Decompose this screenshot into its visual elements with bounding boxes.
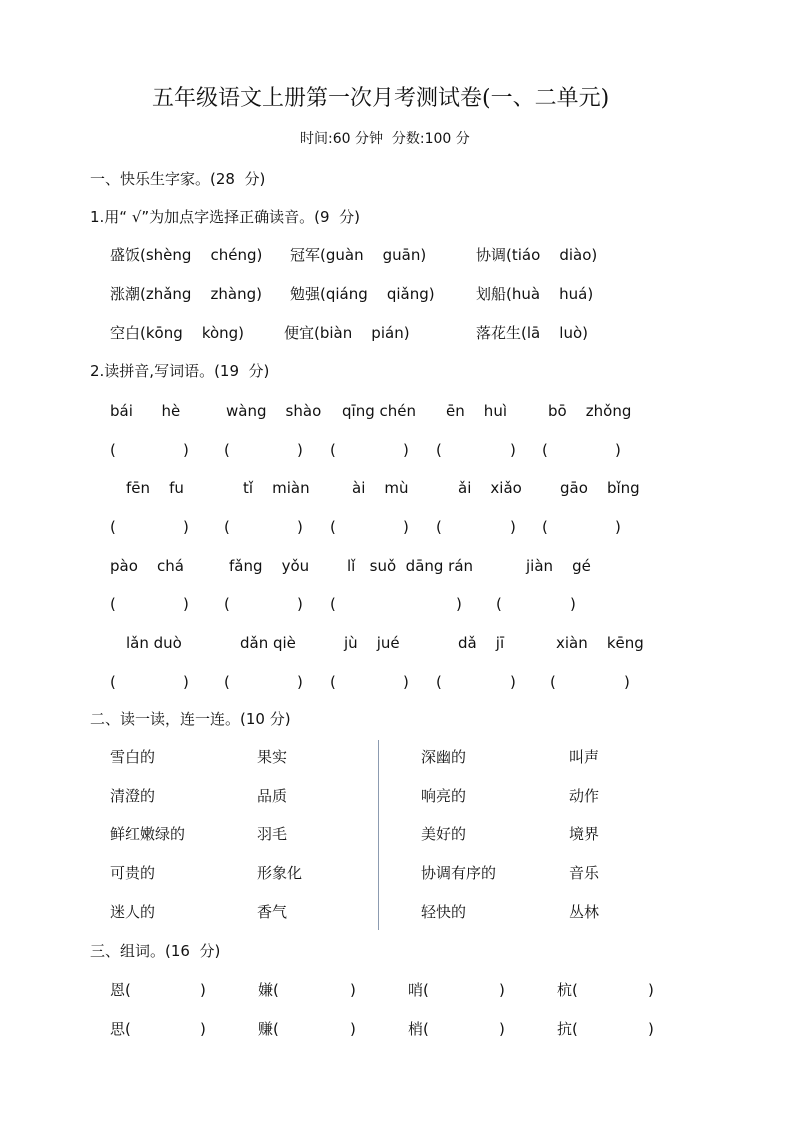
answer-blank-close: )	[456, 595, 462, 613]
answer-blank-open[interactable]: (	[330, 441, 336, 459]
pronunciation-item: 划船(huà huá)	[476, 285, 594, 303]
match-word[interactable]: 清澄的	[110, 787, 156, 805]
section-2-heading: 二、读一读，连一连。(10 分)	[90, 710, 291, 728]
answer-blank-close: )	[570, 595, 576, 613]
answer-blank-close: )	[297, 518, 303, 536]
answer-blank-open[interactable]: (	[224, 518, 230, 536]
answer-blank-close: )	[510, 673, 516, 691]
answer-blank-open[interactable]: (	[542, 441, 548, 459]
word-prompt[interactable]: 杭(	[557, 981, 578, 999]
match-word[interactable]: 形象化	[257, 864, 303, 882]
answer-blank-close: )	[297, 441, 303, 459]
section-3-heading: 三、组词。(16 分)	[90, 942, 221, 960]
page-title: 五年级语文上册第一次月考测试卷(一、二单元)	[152, 86, 610, 111]
pinyin: dǎ jī	[458, 634, 505, 652]
match-word[interactable]: 可贵的	[110, 864, 156, 882]
answer-blank-close: )	[183, 673, 189, 691]
match-word[interactable]: 品质	[257, 787, 288, 805]
answer-blank-close: )	[183, 518, 189, 536]
match-word[interactable]: 香气	[257, 903, 288, 921]
answer-blank-open[interactable]: (	[110, 673, 116, 691]
section-1-heading: 一、快乐生字家。(28 分)	[90, 170, 266, 188]
answer-blank-close: )	[510, 518, 516, 536]
pronunciation-item: 便宜(biàn pián)	[284, 324, 410, 342]
pronunciation-item: 协调(tiáo diào)	[476, 246, 598, 264]
exam-info: 时间:60 分钟 分数:100 分	[300, 131, 470, 147]
word-prompt[interactable]: 恩(	[110, 981, 131, 999]
answer-blank-close: )	[403, 673, 409, 691]
answer-blank-open[interactable]: (	[542, 518, 548, 536]
match-word[interactable]: 动作	[569, 787, 600, 805]
answer-blank-close: )	[615, 518, 621, 536]
match-word[interactable]: 雪白的	[110, 748, 156, 766]
match-word[interactable]: 美好的	[421, 825, 467, 843]
question-2-heading: 2.读拼音,写词语。(19 分)	[90, 362, 270, 380]
answer-blank-close: )	[183, 441, 189, 459]
answer-blank-close: )	[648, 1020, 654, 1038]
pinyin: jù jué	[344, 634, 400, 652]
answer-blank-close: )	[615, 441, 621, 459]
match-word[interactable]: 叫声	[569, 748, 600, 766]
pinyin: ēn huì	[446, 402, 507, 420]
answer-blank-close: )	[183, 595, 189, 613]
match-word[interactable]: 果实	[257, 748, 288, 766]
answer-blank-close: )	[624, 673, 630, 691]
answer-blank-close: )	[350, 981, 356, 999]
word-prompt[interactable]: 思(	[110, 1020, 131, 1038]
answer-blank-open[interactable]: (	[436, 441, 442, 459]
match-word[interactable]: 鲜红嫩绿的	[110, 825, 186, 843]
question-1-heading: 1.用“ √”为加点字选择正确读音。(9 分)	[90, 208, 360, 226]
answer-blank-open[interactable]: (	[550, 673, 556, 691]
pinyin: dǎn qiè	[240, 634, 296, 652]
answer-blank-close: )	[297, 673, 303, 691]
pronunciation-item: 空白(kōng kòng)	[110, 324, 245, 342]
word-prompt[interactable]: 嫌(	[258, 981, 279, 999]
answer-blank-close: )	[510, 441, 516, 459]
answer-blank-open[interactable]: (	[110, 595, 116, 613]
pinyin: gāo bǐng	[560, 479, 640, 497]
pinyin: tǐ miàn	[243, 479, 310, 497]
answer-blank-open[interactable]: (	[224, 441, 230, 459]
pinyin: bō zhǒng	[548, 402, 632, 420]
answer-blank-close: )	[403, 441, 409, 459]
match-word[interactable]: 羽毛	[257, 825, 288, 843]
answer-blank-open[interactable]: (	[110, 441, 116, 459]
pinyin: fēn fu	[126, 479, 184, 497]
answer-blank-close: )	[297, 595, 303, 613]
answer-blank-close: )	[403, 518, 409, 536]
answer-blank-close: )	[499, 981, 505, 999]
match-word[interactable]: 响亮的	[421, 787, 467, 805]
match-word[interactable]: 音乐	[569, 864, 600, 882]
pronunciation-item: 盛饭(shèng chéng)	[110, 246, 263, 264]
answer-blank-open[interactable]: (	[436, 673, 442, 691]
answer-blank-close: )	[200, 1020, 206, 1038]
pronunciation-item: 落花生(lā luò)	[476, 324, 588, 342]
pronunciation-item: 涨潮(zhǎng zhàng)	[110, 285, 262, 303]
answer-blank-close: )	[499, 1020, 505, 1038]
match-word[interactable]: 轻快的	[421, 903, 467, 921]
pinyin: jiàn gé	[526, 557, 591, 575]
answer-blank-open[interactable]: (	[224, 673, 230, 691]
pronunciation-item: 勉强(qiáng qiǎng)	[290, 285, 435, 303]
pinyin: ài mù	[352, 479, 409, 497]
match-word[interactable]: 境界	[569, 825, 600, 843]
word-prompt[interactable]: 哨(	[408, 981, 429, 999]
answer-blank-open[interactable]: (	[224, 595, 230, 613]
column-divider	[378, 740, 379, 930]
pinyin: lǎn duò	[126, 634, 182, 652]
answer-blank-close: )	[200, 981, 206, 999]
match-word[interactable]: 深幽的	[421, 748, 467, 766]
match-word[interactable]: 迷人的	[110, 903, 156, 921]
pinyin: lǐ suǒ dāng rán	[347, 557, 474, 575]
answer-blank-close: )	[648, 981, 654, 999]
word-prompt[interactable]: 抗(	[557, 1020, 578, 1038]
word-prompt[interactable]: 梢(	[408, 1020, 429, 1038]
pinyin: bái hè	[110, 402, 181, 420]
answer-blank-open[interactable]: (	[330, 673, 336, 691]
answer-blank-open[interactable]: (	[330, 595, 336, 613]
pinyin: qīng chén	[342, 402, 416, 420]
answer-blank-open[interactable]: (	[330, 518, 336, 536]
answer-blank-close: )	[350, 1020, 356, 1038]
word-prompt[interactable]: 赚(	[258, 1020, 279, 1038]
answer-blank-open[interactable]: (	[110, 518, 116, 536]
pinyin: fǎng yǒu	[229, 557, 310, 575]
match-word[interactable]: 协调有序的	[421, 864, 497, 882]
pinyin: ǎi xiǎo	[458, 479, 522, 497]
pinyin: wàng shào	[226, 402, 322, 420]
answer-blank-open[interactable]: (	[436, 518, 442, 536]
pronunciation-item: 冠军(guàn guān)	[290, 246, 427, 264]
answer-blank-open[interactable]: (	[496, 595, 502, 613]
pinyin: xiàn kēng	[556, 634, 644, 652]
pinyin: pào chá	[110, 557, 184, 575]
match-word[interactable]: 丛林	[569, 903, 600, 921]
